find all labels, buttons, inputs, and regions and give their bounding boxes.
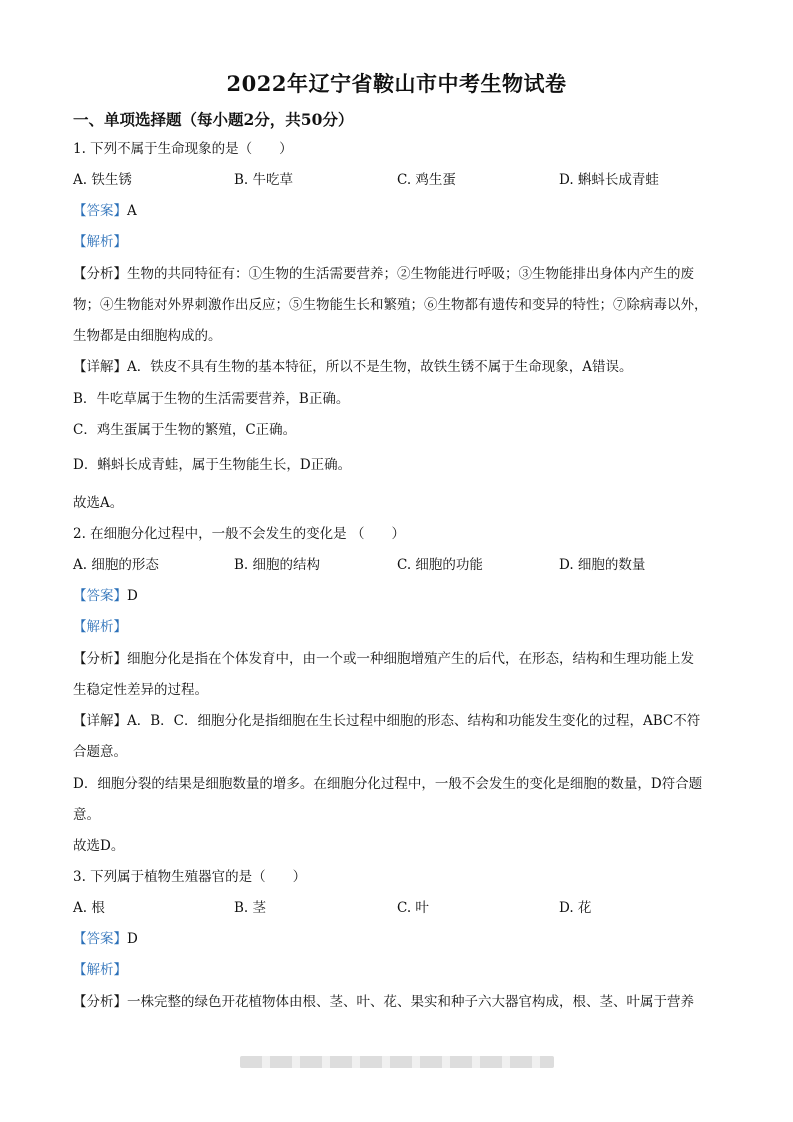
- answer-line: [73, 929, 725, 949]
- xiangjie-text: C．鸡生蛋属于生物的繁殖，C正确。: [73, 422, 297, 438]
- fenxi-line: [73, 992, 725, 1012]
- option-a: A. 铁生锈: [73, 172, 132, 188]
- answer-line: [73, 201, 725, 221]
- question-1-options: [73, 170, 725, 190]
- option-a: A. 细胞的形态: [73, 557, 159, 573]
- xiangjie-text: D．蝌蚪长成青蛙，属于生物能生长，D正确。: [73, 457, 352, 473]
- xiangjie-tag: 【详解】: [73, 713, 127, 729]
- answer-value: D: [127, 588, 138, 604]
- xiangjie-text: 意。: [73, 807, 100, 823]
- option-b: B. 细胞的结构: [234, 557, 321, 573]
- xiangjie-tag: 【详解】: [73, 359, 127, 375]
- xiangjie-line: [73, 711, 725, 731]
- option-a: A. 根: [73, 900, 105, 916]
- jiexi-tag: 【解析】: [73, 619, 127, 635]
- xiangjie-line: [73, 357, 725, 377]
- answer-tag: 【答案】: [73, 588, 127, 604]
- answer-value: D: [127, 931, 138, 947]
- fenxi-text: 生物都是由细胞构成的。: [73, 328, 222, 344]
- option-b: B. 茎: [234, 900, 267, 916]
- question-2-stem: 2. 在细胞分化过程中，一般不会发生的变化是 （ ）: [73, 526, 405, 542]
- answer-tag: 【答案】: [73, 203, 127, 219]
- jiexi-tag: 【解析】: [73, 962, 127, 978]
- conclusion: 故选A。: [73, 495, 124, 511]
- option-d: D. 花: [559, 900, 592, 916]
- answer-value: A: [127, 203, 137, 219]
- document-title: 2022年辽宁省鞍山市中考生物试卷: [226, 71, 567, 96]
- option-d: D. 细胞的数量: [559, 557, 646, 573]
- fenxi-text: 物；④生物能对外界刺激作出反应；⑤生物能生长和繁殖；⑥生物都有遗传和变异的特性；⑦除病毒以外，: [73, 297, 708, 313]
- xiangjie-text: A．铁皮不具有生物的基本特征，所以不是生物，故铁生锈不属于生命现象，A错误。: [127, 359, 633, 375]
- question-3-stem: 3. 下列属于植物生殖器官的是（ ）: [73, 869, 307, 885]
- question-3-options: [73, 898, 725, 918]
- option-d: D. 蝌蚪长成青蛙: [559, 172, 659, 188]
- fenxi-text: 生稳定性差异的过程。: [73, 682, 208, 698]
- answer-line: [73, 586, 725, 606]
- xiangjie-text: 合题意。: [73, 744, 127, 760]
- answer-tag: 【答案】: [73, 931, 127, 947]
- conclusion: 故选D。: [73, 838, 125, 854]
- question-2-options: [73, 555, 725, 575]
- xiangjie-text: A．B．C．细胞分化是指细胞在生长过程中细胞的形态、结构和功能发生变化的过程，ABC不符: [127, 713, 701, 729]
- jiexi-tag: 【解析】: [73, 234, 127, 250]
- option-b: B. 牛吃草: [234, 172, 294, 188]
- fenxi-text: 生物的共同特征有：①生物的生活需要营养；②生物能进行呼吸；③生物能排出身体内产生的废: [127, 266, 694, 282]
- fenxi-line: [73, 264, 725, 284]
- fenxi-text: 一株完整的绿色开花植物体由根、茎、叶、花、果实和种子六大器官构成，根、茎、叶属于营养: [127, 994, 694, 1010]
- question-1-stem: 1. 下列不属于生命现象的是（ ）: [73, 141, 293, 157]
- fenxi-line: [73, 649, 725, 669]
- fenxi-tag: 【分析】: [73, 651, 127, 667]
- option-c: C. 细胞的功能: [397, 557, 483, 573]
- fenxi-text: 细胞分化是指在个体发育中，由一个或一种细胞增殖产生的后代，在形态，结构和生理功能上发: [127, 651, 694, 667]
- option-c: C. 叶: [397, 900, 429, 916]
- section-heading: 一、单项选择题（每小题2分，共50分）: [73, 110, 354, 129]
- fenxi-tag: 【分析】: [73, 994, 127, 1010]
- fenxi-tag: 【分析】: [73, 266, 127, 282]
- xiangjie-text: D．细胞分裂的结果是细胞数量的增多。在细胞分化过程中，一般不会发生的变化是细胞的数量，D符合题: [73, 776, 703, 792]
- option-c: C. 鸡生蛋: [397, 172, 456, 188]
- xiangjie-text: B．牛吃草属于生物的生活需要营养，B正确。: [73, 391, 350, 407]
- blurred-footer-watermark: [240, 1056, 554, 1068]
